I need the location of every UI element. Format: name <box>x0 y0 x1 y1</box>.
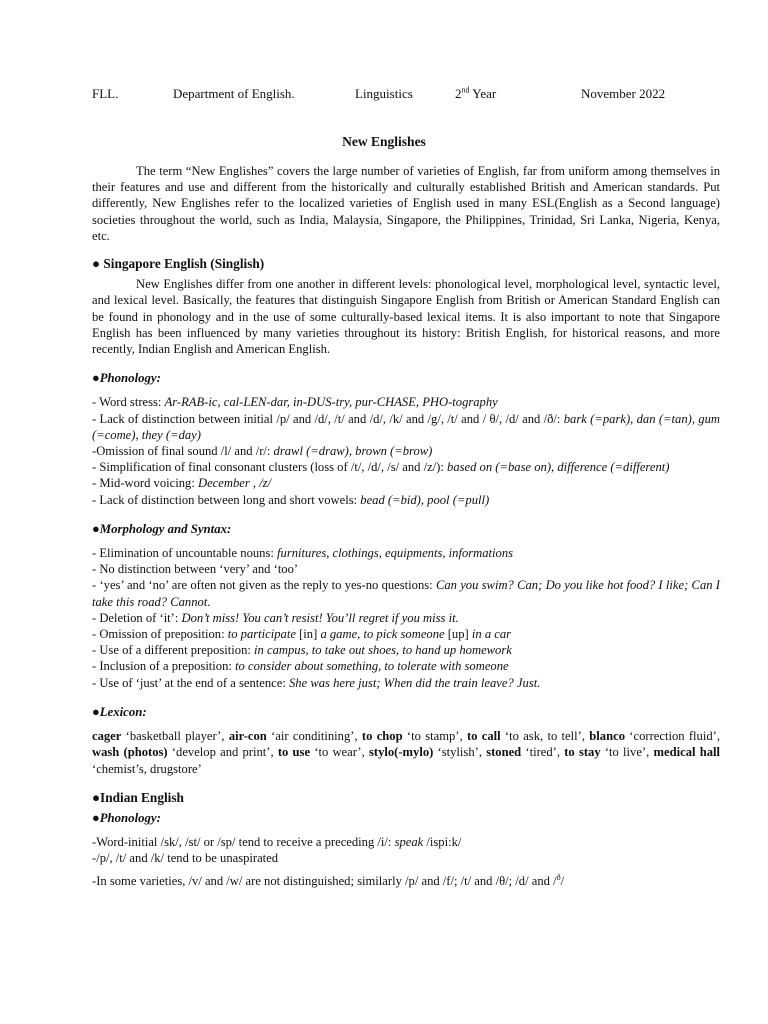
item-text: - Use of a different preposition: <box>92 643 255 658</box>
item-example: She was here just; When did the train leave? Just. <box>289 675 541 690</box>
item-example: December , /z/ <box>197 476 272 491</box>
item-example: in a car <box>471 627 512 642</box>
list-item: -/p/, /t/ and /k/ tend to be unaspirated <box>92 851 279 866</box>
list-item <box>92 577 720 609</box>
item-example: bead (=bid), pool (=pull) <box>360 492 490 507</box>
lexicon-term: blanco <box>589 729 625 744</box>
item-text: - Omission of preposition: <box>92 627 228 642</box>
header-year-number: 2 <box>455 86 462 101</box>
item-text: - Mid-word voicing: <box>92 476 198 491</box>
singapore-phonology-heading: ●Phonology: <box>92 371 161 386</box>
header-date: November 2022 <box>581 86 666 101</box>
lexicon-term: wash (photos) <box>92 745 168 760</box>
list-item <box>92 626 720 642</box>
indian-heading: ●Indian English <box>92 789 184 805</box>
item-text: - Use of ‘just’ at the end of a sentence: <box>92 675 289 690</box>
list-item <box>92 443 720 459</box>
item-text: -Omission of final sound /l/ and /r/: <box>92 444 274 459</box>
singapore-lexicon-heading: ●Lexicon: <box>92 704 147 719</box>
lexicon-gloss: ‘basketball player’, <box>121 729 229 744</box>
list-item <box>92 492 720 508</box>
item-text: -Word-initial /sk/, /st/ or /sp/ tend to receive a preceding /i/: <box>92 835 395 850</box>
item-text: - No distinction between ‘very’ and ‘too’ <box>92 562 299 577</box>
lexicon-term: to use <box>277 745 311 760</box>
header-department: Department of English. <box>173 86 295 101</box>
list-item <box>92 545 720 561</box>
intro-paragraph: The term “New Englishes” covers the large number of varieties of English, far from uniform among themselves in their features and use and different from the historically and culturally established British and American standards. Put differently, New Englishes refer to the localized varieties of English used in many ESL(English as a Second language) societies throughout the world, such as India, Malaysia, Singapore, the Philippines, Trinidad, Sri Lanka, Nigeria, Kenya, etc. <box>92 164 720 243</box>
singapore-morphology-heading: ●Morphology and Syntax: <box>92 521 232 536</box>
list-item <box>92 873 720 889</box>
singapore-paragraph: New Englishes differ from one another in different levels: phonological level, morphological level, syntactic level, and lexical level. Basically, the features that distinguish Singapore English from British or American Standard English can be found in phonology and in the use of some culturally-based lexical items. It is also important to note that Singapore English has been influenced by many varieties throughout its history: British English, for historical reasons, and more recently, Indian English and American English. <box>92 277 720 357</box>
lexicon-gloss: ‘tired’, <box>521 745 565 760</box>
singapore-morphology-list <box>92 545 720 691</box>
lexicon-gloss: ‘to stamp’, <box>402 729 467 744</box>
item-text: - Inclusion of a preposition: <box>92 659 236 674</box>
lexicon-term: medical hall <box>653 745 720 760</box>
list-item <box>92 642 720 658</box>
item-text: - Simplification of final consonant clusters (loss of /t/, /d/, /s/ and /z/): <box>92 460 448 475</box>
lexicon-term: stoned <box>486 745 522 760</box>
item-example: to participate <box>227 627 296 642</box>
item-example: to consider about something, to tolerate with someone <box>235 659 509 674</box>
item-example: speak <box>394 835 424 850</box>
item-text: /ispi:k/ <box>423 835 462 850</box>
item-text: - Lack of distinction between long and short vowels: <box>92 492 361 507</box>
lexicon-gloss: ‘stylish’, <box>433 745 487 760</box>
header-year-word: Year <box>469 86 497 101</box>
item-example: based on (=base on), difference (=different) <box>447 460 670 475</box>
lexicon-gloss: ‘to wear’, <box>310 745 369 760</box>
list-item <box>92 610 720 626</box>
lexicon-term: to stay <box>564 745 601 760</box>
document-title: New Englishes <box>342 134 426 149</box>
item-text: / <box>560 873 565 888</box>
list-item <box>92 675 720 691</box>
list-item <box>92 475 720 491</box>
document-header <box>92 86 732 104</box>
lexicon-gloss: ‘correction fluid’, <box>625 729 720 744</box>
item-example: Ar-RAB-ic, cal-LEN-dar, in-DUS-try, pur-CHASE, PHO-tography <box>164 395 498 410</box>
lexicon-gloss: ‘air conditining’, <box>266 729 362 744</box>
singapore-phonology-list <box>92 394 720 507</box>
lexicon-term: cager <box>92 729 122 744</box>
item-text: - Lack of distinction between initial /p/ and /d/, /t/ and /d/, /k/ and /g/, /t/ and / θ/, /d/ and /ð/: <box>92 411 564 426</box>
item-text: - Elimination of uncountable nouns: <box>92 546 278 561</box>
header-year <box>455 86 496 102</box>
item-text: [in] <box>295 627 321 642</box>
lexicon-term: to chop <box>361 729 403 744</box>
lexicon-gloss: ‘chemist’s, drugstore’ <box>92 761 202 776</box>
lexicon-term: stylo(-mylo) <box>368 745 434 760</box>
header-year-suffix: nd <box>461 85 470 95</box>
list-item <box>92 658 720 674</box>
list-item <box>92 411 720 443</box>
document-body <box>92 163 720 889</box>
list-item <box>92 394 720 410</box>
lexicon-gloss: ‘to ask, to tell’, <box>500 729 590 744</box>
item-superscript: ð <box>556 872 561 882</box>
item-example: bark (=park), dan (=tan), gum (=come), they (=day) <box>92 411 720 442</box>
item-text: -In some varieties, /v/ and /w/ are not distinguished; similarly /p/ and /f/; /t/ and /θ/; /d/ and / <box>92 873 557 888</box>
item-example: Don’t miss! You can’t resist! You’ll regret if you miss it. <box>181 610 459 625</box>
item-text: [up] <box>444 627 472 642</box>
item-text: - Deletion of ‘it’: <box>92 610 182 625</box>
item-example: drawl (=draw), brown (=brow) <box>273 444 433 459</box>
indian-phonology-heading: ●Phonology: <box>92 810 161 825</box>
item-text: - ‘yes’ and ‘no’ are often not given as the reply to yes-no questions: <box>92 578 436 593</box>
item-example: furnitures, clothings, equipments, informations <box>277 546 514 561</box>
item-example: in campus, to take out shoes, to hand up homework <box>254 643 512 658</box>
singapore-heading: ● Singapore English (Singlish) <box>92 256 265 272</box>
list-item <box>92 561 720 577</box>
list-item <box>92 834 720 850</box>
lexicon-term: to call <box>466 729 501 744</box>
list-item <box>92 459 720 475</box>
lexicon-term: air-con <box>228 729 267 744</box>
item-example: a game, to pick someone <box>320 627 445 642</box>
header-faculty: FLL. <box>92 86 119 101</box>
lexicon-gloss: ‘to live’, <box>600 745 654 760</box>
item-text: - Word stress: <box>92 395 165 410</box>
item-example: Can you swim? Can; Do you like hot food? I like; Can I take this road? Cannot. <box>92 578 720 609</box>
header-subject: Linguistics <box>355 86 413 101</box>
lexicon-gloss: ‘develop and print’, <box>167 745 278 760</box>
lexicon-paragraph <box>92 728 720 777</box>
